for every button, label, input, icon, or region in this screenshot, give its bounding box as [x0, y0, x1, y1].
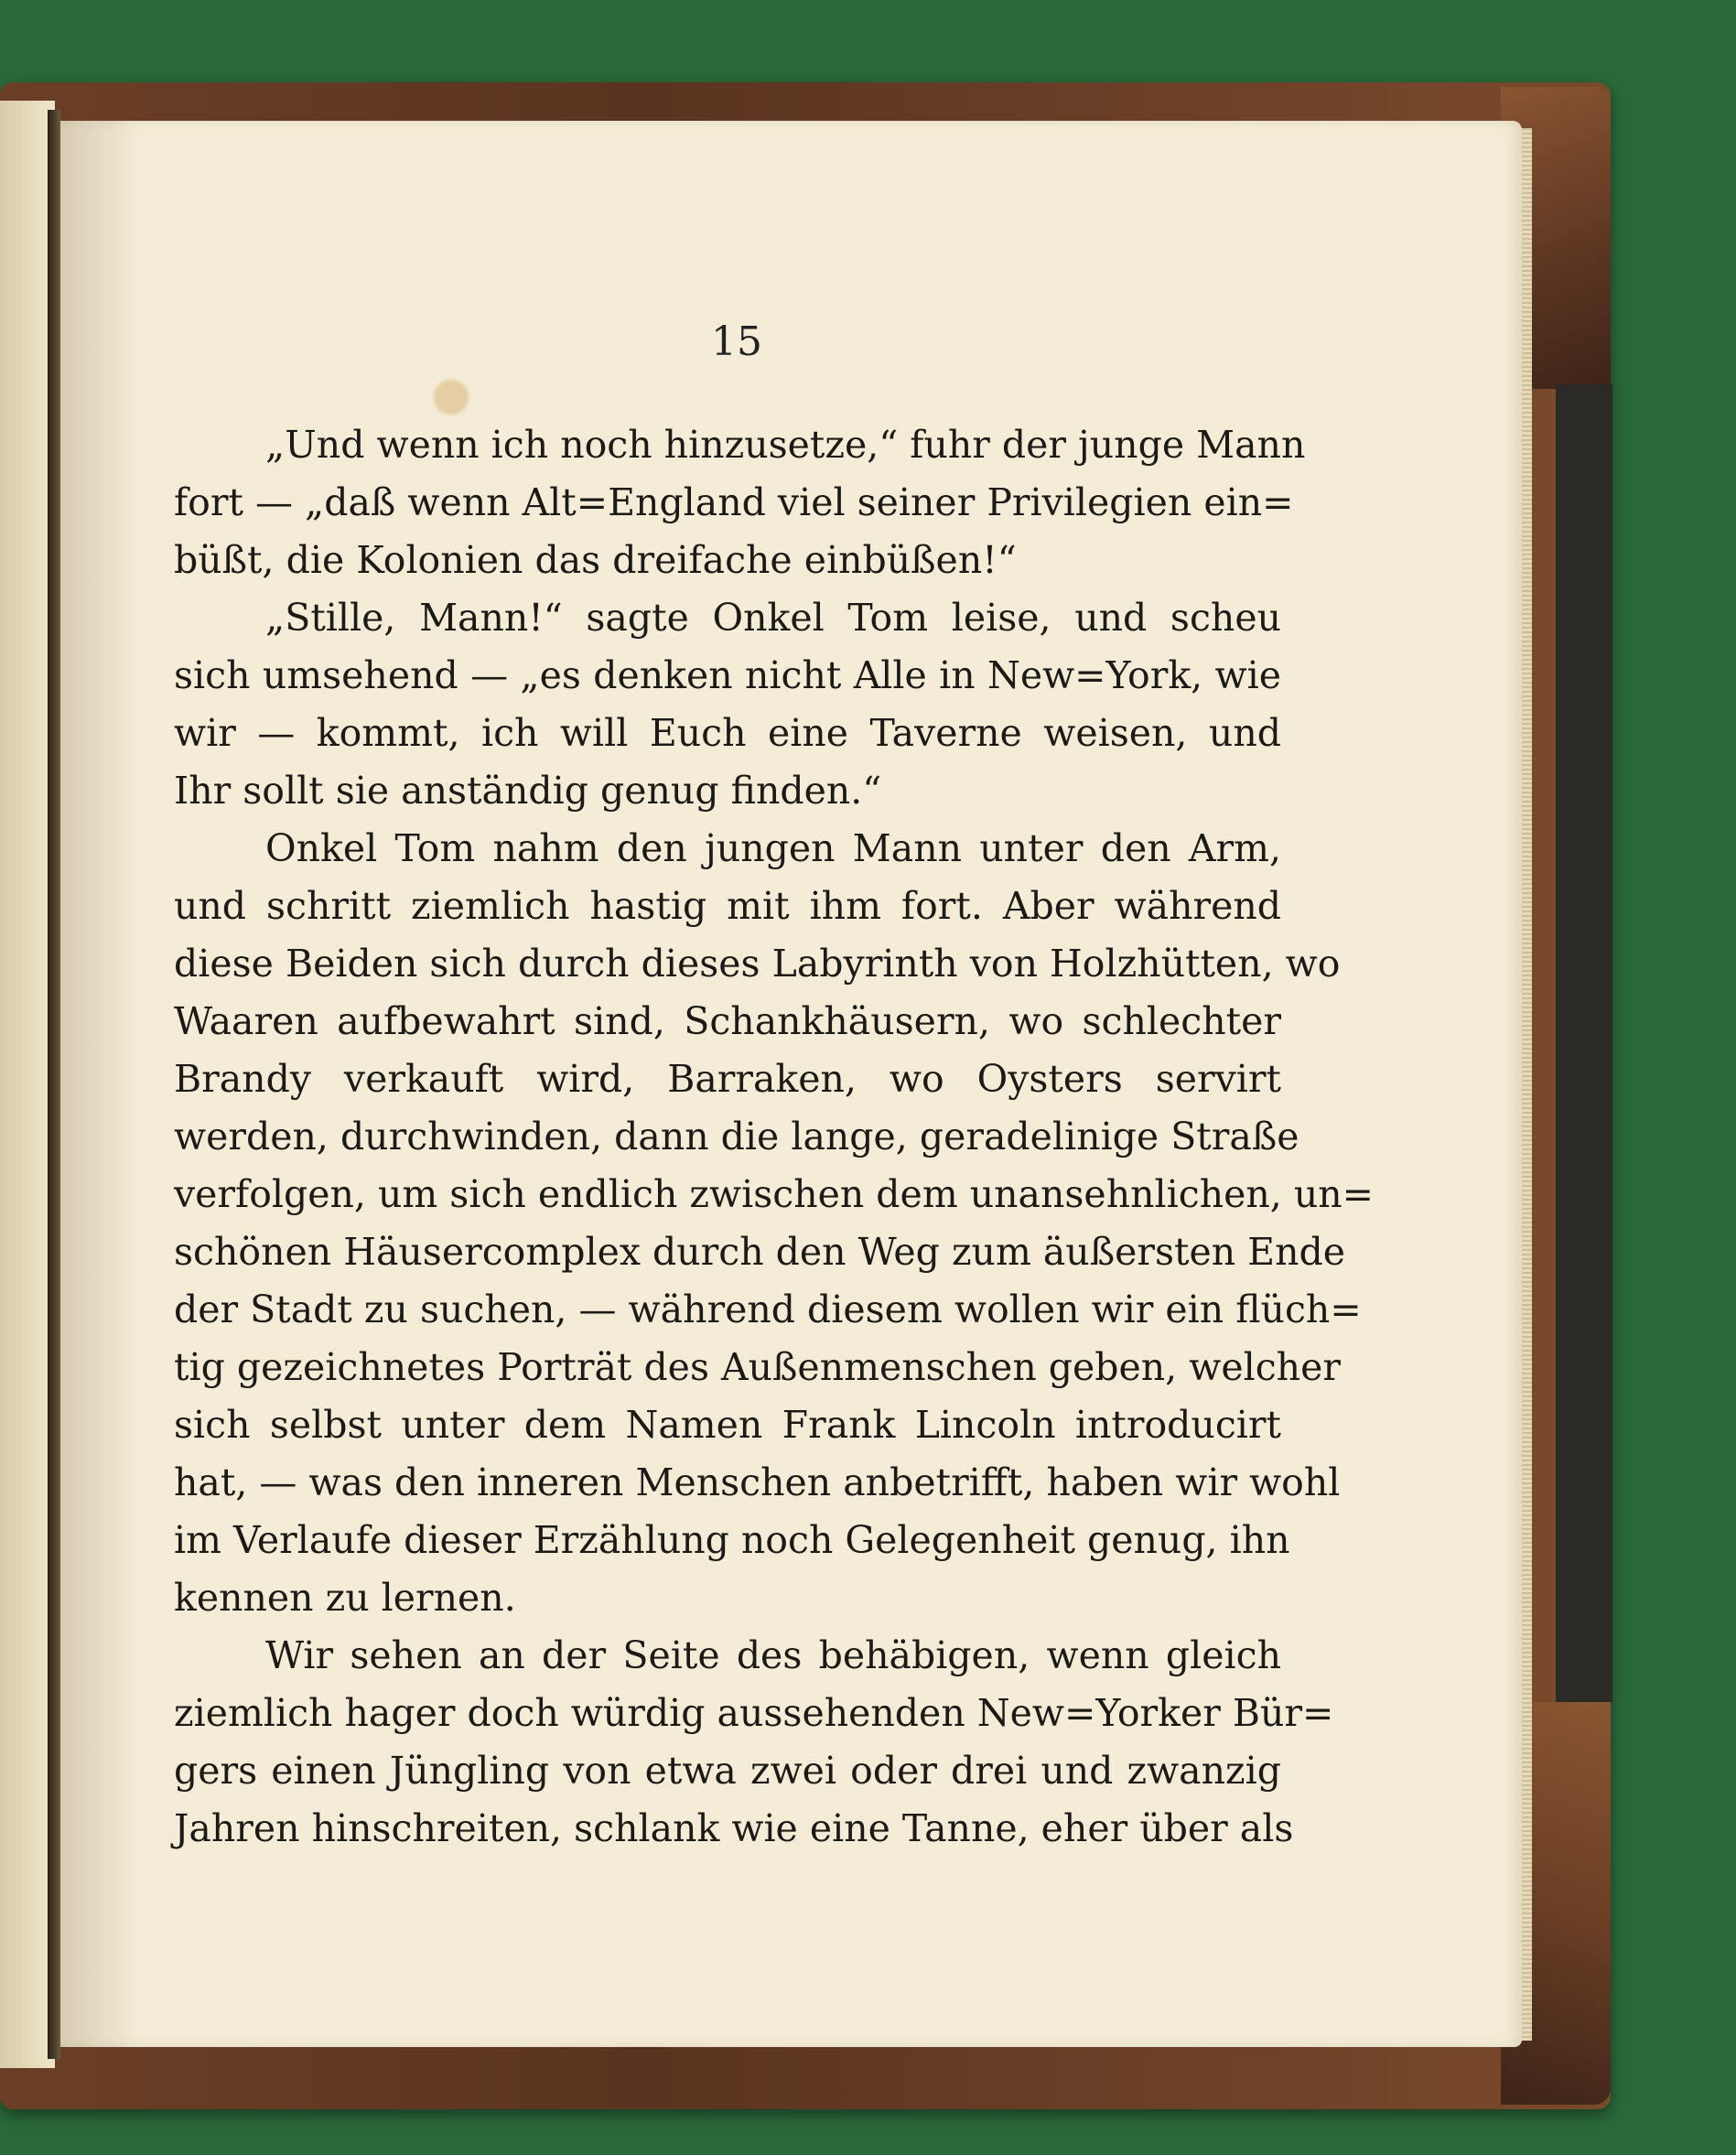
text-line: ziemlich hager doch würdig aussehenden New=Yorker Bür= — [174, 1691, 1334, 1735]
text-line: Waaren aufbewahrt sind, Schankhäusern, wo schlechter — [174, 999, 1281, 1043]
text-line: tig gezeichnetes Porträt des Außenmenschen geben, welcher — [174, 1345, 1341, 1389]
text-line: Onkel Tom nahm den jungen Mann unter den Arm, — [265, 826, 1281, 870]
text-line: büßt, die Kolonien das dreifache einbüßen!“ — [174, 538, 1017, 582]
text-line: „Und wenn ich noch hinzusetze,“ fuhr der junge Mann — [265, 423, 1306, 467]
text-line: wir — kommt, ich will Euch eine Taverne weisen, und — [174, 711, 1281, 755]
text-line: im Verlaufe dieser Erzählung noch Gelegenheit genug, ihn — [174, 1518, 1290, 1562]
text-line: fort — „daß wenn Alt=England viel seiner Privilegien ein= — [174, 480, 1294, 524]
text-line: hat, — was den inneren Menschen anbetrifft, haben wir wohl — [174, 1460, 1341, 1504]
text-line: kennen zu lernen. — [174, 1576, 516, 1620]
text-line: der Stadt zu suchen, — während diesem wollen wir ein flüch= — [174, 1288, 1362, 1331]
text-line: diese Beiden sich durch dieses Labyrinth von Holzhütten, wo — [174, 942, 1341, 986]
text-line: Ihr sollt sie anständig genug finden.“ — [174, 769, 882, 813]
text-line: werden, durchwinden, dann die lange, geradelinige Straße — [174, 1115, 1299, 1158]
page-text — [174, 416, 1374, 1858]
text-line: Wir sehen an der Seite des behäbigen, wenn gleich — [265, 1633, 1281, 1677]
text-line: schönen Häusercomplex durch den Weg zum äußersten Ende — [174, 1230, 1346, 1274]
cover-cloth-band — [1556, 384, 1612, 1702]
text-line: sich selbst unter dem Namen Frank Lincoln introducirt — [174, 1403, 1281, 1447]
text-line: Jahren hinschreiten, schlank wie eine Tanne, eher über als — [174, 1806, 1294, 1850]
left-page-edge — [0, 101, 55, 2068]
page-number: 15 — [711, 318, 762, 365]
text-line: Brandy verkauft wird, Barraken, wo Oysters servirt — [174, 1057, 1281, 1101]
text-line: sich umsehend — „es denken nicht Alle in New=York, wie — [174, 653, 1281, 697]
page-gutter — [48, 110, 60, 2059]
text-line: gers einen Jüngling von etwa zwei oder drei und zwanzig — [174, 1749, 1281, 1793]
text-line: verfolgen, um sich endlich zwischen dem unansehnlichen, un= — [174, 1172, 1374, 1216]
text-line: „Stille, Mann!“ sagte Onkel Tom leise, und scheu — [265, 596, 1281, 640]
text-line: und schritt ziemlich hastig mit ihm fort. Aber während — [174, 884, 1281, 928]
